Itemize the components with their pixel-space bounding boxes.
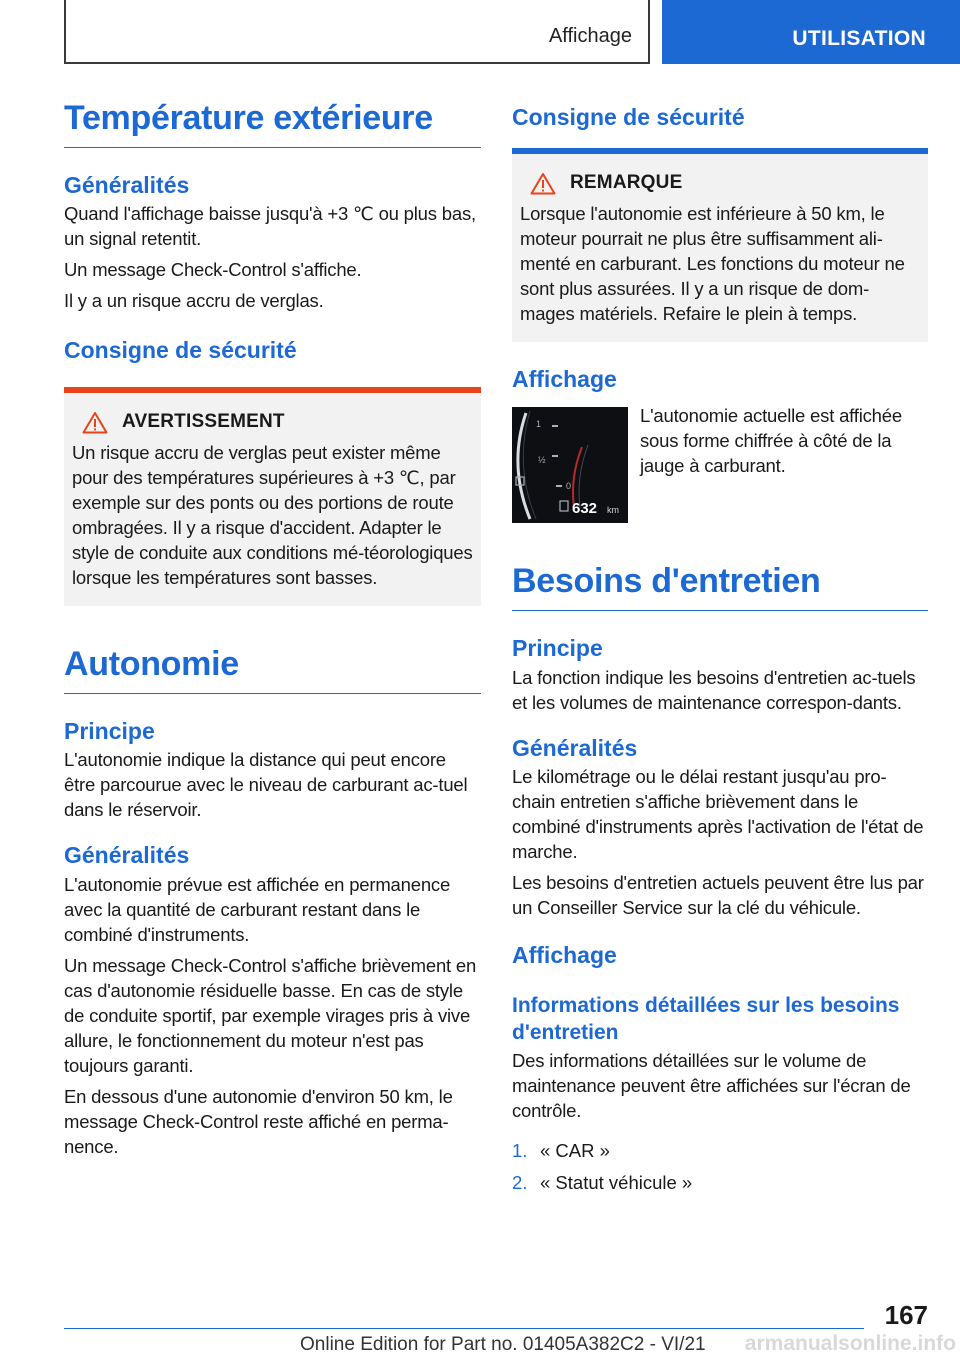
page-number: 167: [884, 1300, 928, 1330]
remark-title: REMARQUE: [570, 172, 683, 194]
gauge-tick-half: ½: [538, 455, 546, 466]
footer-divider: [64, 1328, 864, 1329]
heading-principe-autonomie: Principe: [64, 717, 155, 744]
warning-text: Un risque accru de verglas peut exister même pour des températures supérieures à +3 ℃, par exemple sur des ponts ou des portions de route ombragées. Il y a risque d'accident. Adapter le style de conduite aux conditions mé-téorologiques lorsque les températures sont basses.: [72, 441, 473, 588]
text-informations-detaillees: Des informations détaillées sur le volume de maintenance peuvent être affichées sur l'écran de contrôle.: [512, 1050, 911, 1122]
warning-header: [72, 411, 473, 434]
warning-title: AVERTISSEMENT: [122, 411, 285, 433]
warning-triangle-icon: [82, 411, 108, 434]
heading-consigne-autonomie: Consigne de sécurité: [512, 104, 745, 130]
step-number: 2.: [512, 1172, 528, 1194]
text-affichage-autonomie: L'autonomie actuelle est affichée sous forme chiffrée à côté de la jauge à carburant.: [640, 405, 902, 477]
affichage-row: [512, 407, 928, 523]
heading-consigne-temp: Consigne de sécurité: [64, 337, 297, 364]
heading-affichage-entretien: Affichage: [512, 942, 617, 969]
fuel-gauge-image: [512, 407, 628, 523]
header-box: [64, 0, 650, 64]
caution-triangle-icon: [530, 172, 556, 195]
text-principe-autonomie: L'autonomie indique la distance qui peut encore être parcourue avec le niveau de carburant ac-tuel dans le réservoir.: [64, 749, 468, 821]
text-generalites-temp-2: Un message Check-Control s'affiche.: [64, 259, 362, 281]
remark-box: [512, 148, 928, 342]
title-temperature: Température extérieure: [64, 98, 481, 148]
list-item: [512, 1167, 928, 1199]
title-besoins-entretien: Besoins d'entretien: [512, 561, 928, 611]
heading-generalites-temp: Généralités: [64, 171, 190, 198]
footer-edition: Online Edition for Part no. 01405A382C2 - VI/21: [300, 1334, 706, 1355]
heading-affichage-autonomie: Affichage: [512, 365, 617, 392]
remark-header: [520, 172, 920, 195]
gauge-range-value: 632: [572, 500, 598, 518]
text-generalites-autonomie-1: L'autonomie prévue est affichée en permanence avec la quantité de carburant restant dans le combiné d'instruments.: [64, 873, 451, 945]
list-item: [512, 1135, 928, 1167]
text-generalites-autonomie-3: En dessous d'une autonomie d'environ 50 km, le message Check-Control reste affiché en perma-nence.: [64, 1085, 453, 1157]
gauge-tick-full: 1: [536, 419, 542, 430]
header-chapter-tab[interactable]: [662, 0, 960, 64]
header-section-title: Affichage: [548, 25, 632, 47]
heading-generalites-entretien: Généralités: [512, 734, 638, 761]
text-generalites-entretien-1: Le kilométrage ou le délai restant jusqu'au pro-chain entretien s'affiche brièvement dans le combiné d'instruments après l'activation de l'état de marche.: [512, 766, 924, 863]
heading-principe-entretien: Principe: [512, 634, 603, 661]
watermark: armanualsonline.info: [744, 1332, 956, 1355]
header-chapter-label: UTILISATION: [792, 27, 926, 50]
text-generalites-entretien-2: Les besoins d'entretien actuels peuvent être lus par un Conseiller Service sur la clé du véhicule.: [512, 872, 924, 919]
remark-text: Lorsque l'autonomie est inférieure à 50 km, le moteur pourrait ne plus être suffisamment ali-menté en carburant. Les fonctions du moteur ne sont plus assurées. Il y a un risque de dom-mages matériels. Refaire le plein à temps.: [520, 202, 905, 324]
steps-list: [512, 1135, 928, 1199]
text-principe-entretien: La fonction indique les besoins d'entretien ac-tuels et les volumes de maintenance correspon-dants.: [512, 666, 916, 713]
warning-box: [64, 387, 481, 606]
gauge-range-unit: km: [607, 505, 619, 516]
step-number: 1.: [512, 1140, 528, 1162]
text-generalites-temp-1: Quand l'affichage baisse jusqu'à +3 ℃ ou plus bas, un signal retentit.: [64, 203, 476, 250]
text-generalites-autonomie-2: Un message Check-Control s'affiche brièvement en cas d'autonomie résiduelle basse. En cas de style de conduite sportif, par exemple virages pris à vive allure, le fonctionnement du moteur n'est pas toujours garanti.: [64, 954, 477, 1076]
heading-informations-detaillees: Informations détaillées sur les besoins d'entretien: [512, 993, 900, 1045]
heading-generalites-autonomie: Généralités: [64, 842, 190, 869]
left-column: [64, 98, 481, 1159]
right-column: [512, 98, 928, 1199]
title-autonomie: Autonomie: [64, 644, 481, 694]
step-text: « Statut véhicule »: [540, 1172, 693, 1194]
step-text: « CAR »: [540, 1140, 610, 1162]
gauge-tick-empty: 0: [566, 481, 572, 492]
text-generalites-temp-3: Il y a un risque accru de verglas.: [64, 290, 324, 312]
